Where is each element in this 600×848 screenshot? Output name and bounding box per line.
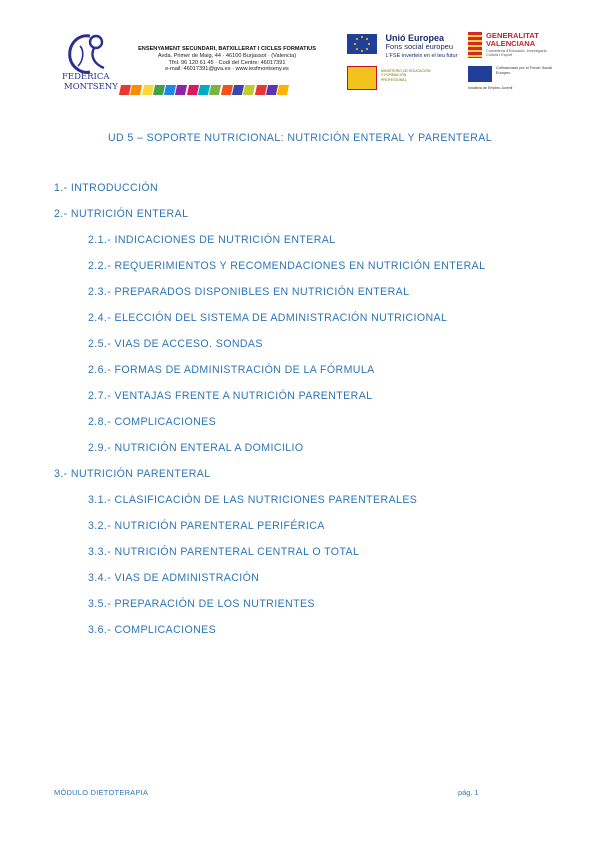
fse-text: Cofinanciado por el Fondo Social Europeo: [496, 66, 552, 75]
toc-item[interactable]: 2.2.- REQUERIMIENTOS Y RECOMENDACIONES EN NUTRICIÓN ENTERAL: [88, 260, 486, 272]
school-logo-name-line-1: FEDERICA: [62, 72, 110, 82]
toc-item[interactable]: 2.7.- VENTAJAS FRENTE A NUTRICIÓN PARENTERAL: [88, 390, 373, 402]
generalitat-logo: [468, 32, 563, 62]
toc-item[interactable]: 2.5.- VIAS DE ACCESO. SONDAS: [88, 338, 263, 350]
toc-item[interactable]: 3.4.- VIAS DE ADMINISTRACIÓN: [88, 572, 260, 584]
government-text: MINISTERIO DE EDUCACIÓN Y FORMACIÓN PROFESIONAL: [381, 69, 431, 82]
toc-item[interactable]: 1.- INTRODUCCIÓN: [54, 182, 159, 194]
toc-item[interactable]: 2.3.- PREPARADOS DISPONIBLES EN NUTRICIÓN ENTERAL: [88, 286, 410, 298]
school-logo-name-line-2: MONTSENY: [64, 82, 118, 92]
generalitat-title-line-2: VALENCIANA: [486, 39, 536, 48]
school-info-line: e-mail: 46017391@gva.es · www.iesfmontseny.es: [165, 66, 289, 73]
page-header: [0, 0, 600, 110]
eu-logo: [347, 34, 457, 60]
eu-title: Unió Europea: [385, 33, 444, 43]
toc-item[interactable]: 3.3.- NUTRICIÓN PARENTERAL CENTRAL O TOTAL: [88, 546, 360, 558]
fse-logo: [468, 66, 568, 96]
eu-flag-icon: [347, 34, 377, 54]
toc-item[interactable]: 2.8.- COMPLICACIONES: [88, 416, 217, 428]
toc-item[interactable]: 3.5.- PREPARACIÓN DE LOS NUTRIENTES: [88, 598, 315, 610]
school-logo-icon: [60, 30, 122, 78]
eu-flag-small-icon: [468, 66, 492, 82]
generalitat-emblem-icon: [468, 32, 482, 58]
school-info-line: ENSENYAMENT SECUNDARI, BATXILLERAT I CICLES FORMATIUS: [138, 46, 316, 52]
government-logo: [347, 66, 457, 92]
toc-item[interactable]: 2.- NUTRICIÓN ENTERAL: [54, 208, 189, 220]
school-info-line: Avda. Primer de Maig, 44 · 46100 Burjassot · (Valencia): [157, 52, 297, 59]
toc-item[interactable]: 2.4.- ELECCIÓN DEL SISTEMA DE ADMINISTRACIÓN NUTRICIONAL: [88, 312, 448, 324]
decorative-color-bar: [120, 82, 320, 95]
generalitat-subtitle: Conselleria d'Educació, Investigació, Cultura i Esport: [486, 49, 548, 57]
government-shield-icon: [347, 66, 377, 90]
school-info-line: Tfnl. 96 120 61 45 · Codi del Centre: 46017391: [168, 59, 286, 66]
toc-item[interactable]: 2.1.- INDICACIONES DE NUTRICIÓN ENTERAL: [88, 234, 336, 246]
toc-item[interactable]: 2.6.- FORMAS DE ADMINISTRACIÓN DE LA FÓRMULA: [88, 364, 375, 376]
document-title: UD 5 – SOPORTE NUTRICIONAL: NUTRICIÓN ENTERAL Y PARENTERAL: [107, 132, 493, 144]
toc-item[interactable]: 3.2.- NUTRICIÓN PARENTERAL PERIFÉRICA: [88, 520, 325, 532]
toc-item[interactable]: 3.- NUTRICIÓN PARENTERAL: [54, 468, 211, 480]
eu-tagline: L'FSE inverteix en el teu futur: [385, 53, 458, 59]
footer-page-number: pág. 1: [458, 788, 479, 797]
toc-item[interactable]: 3.6.- COMPLICACIONES: [88, 624, 217, 636]
toc-item[interactable]: 2.9.- NUTRICIÓN ENTERAL A DOMICILIO: [88, 442, 304, 454]
generalitat-title: [486, 32, 539, 48]
eu-text: [385, 34, 457, 60]
eu-subtitle: Fons social europeu: [385, 42, 453, 51]
toc-item[interactable]: 3.1.- CLASIFICACIÓN DE LAS NUTRICIONES PARENTERALES: [88, 494, 418, 506]
school-info: [122, 46, 332, 73]
school-logo: [60, 30, 122, 102]
fse-text-2: Iniciativa de Empleo Juvenil: [468, 86, 513, 90]
generalitat-title-line-1: GENERALITAT: [486, 31, 539, 40]
footer-module: MÓDULO DIETOTERAPIA: [54, 788, 149, 797]
